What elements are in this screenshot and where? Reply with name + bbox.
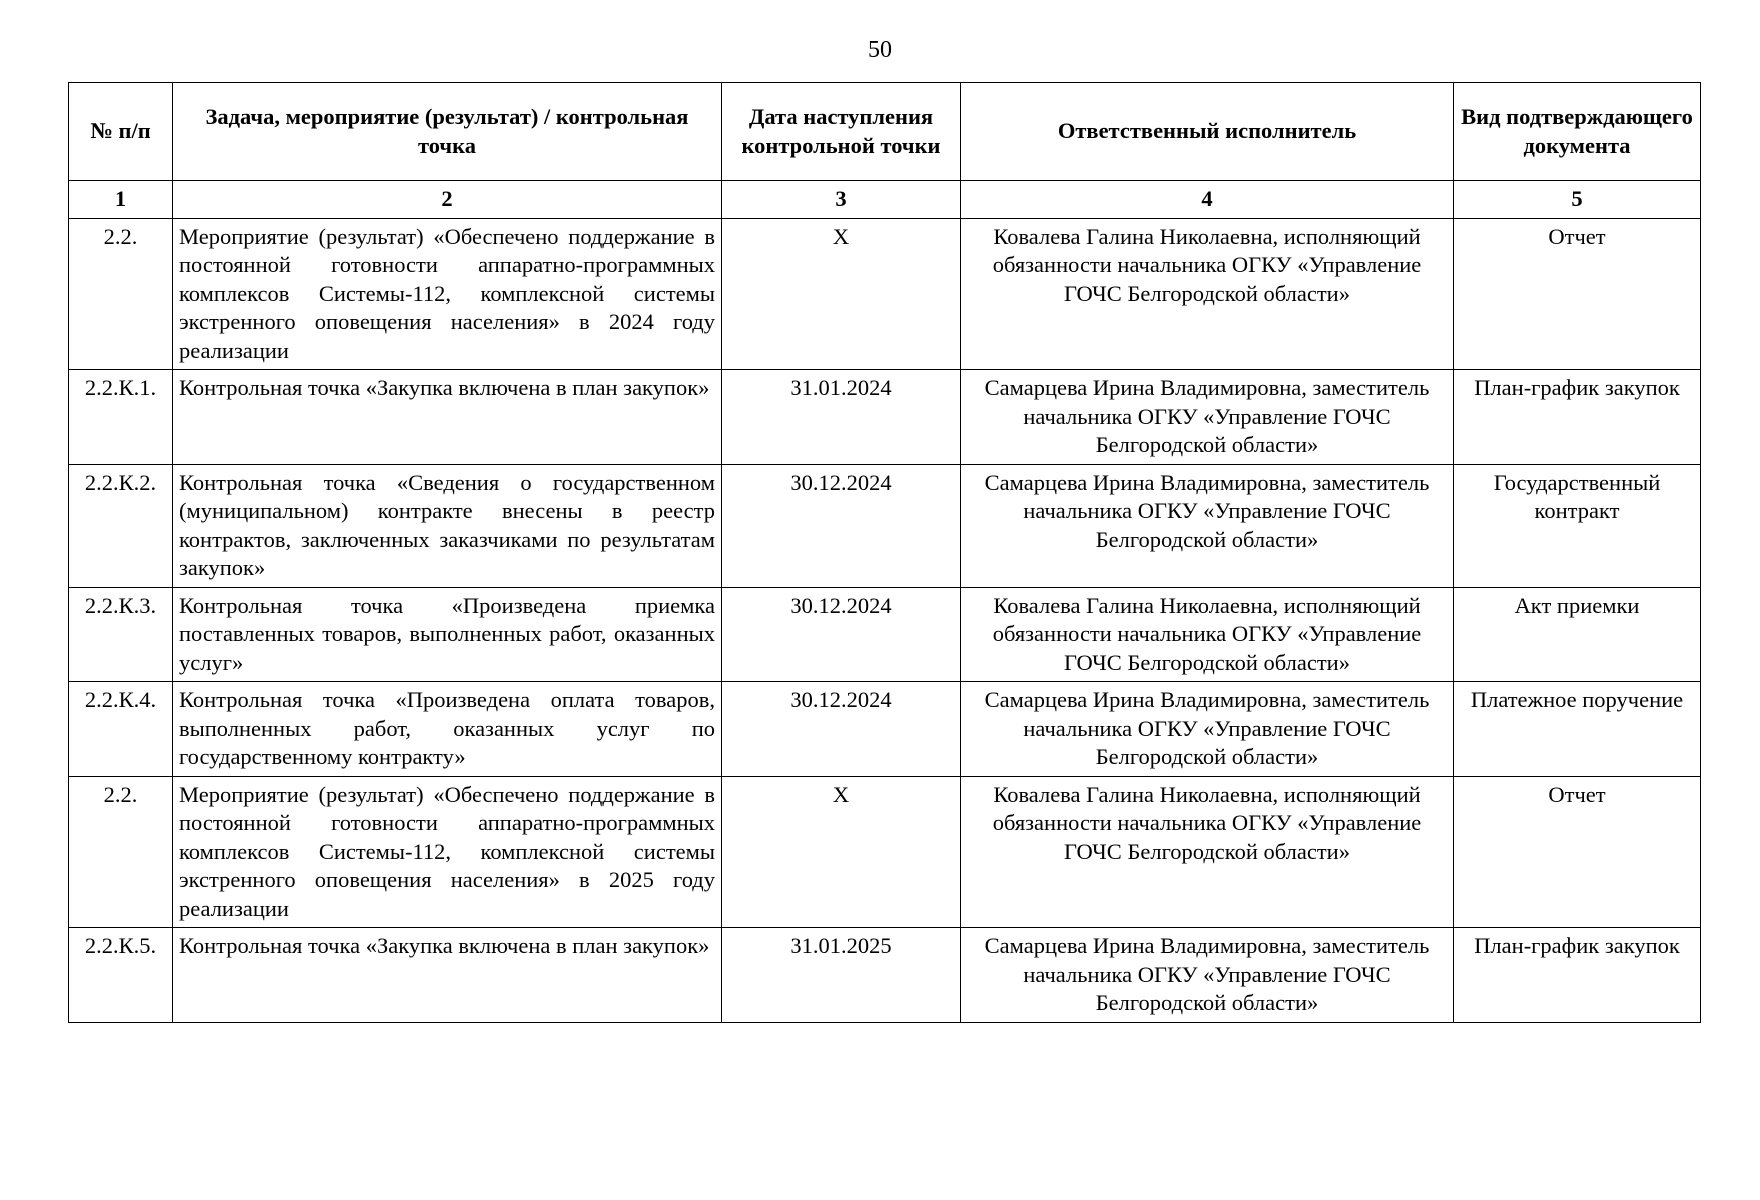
row-task: Контрольная точка «Закупка включена в план закупок» [173, 370, 722, 465]
row-task: Мероприятие (результат) «Обеспечено поддержание в постоянной готовности аппаратно-программных комплексов Системы-112, комплексной системы экстренного оповещения населения» в 2024 году реализации [173, 218, 722, 370]
row-number: 2.2.К.5. [69, 928, 173, 1023]
row-date: 30.12.2024 [722, 587, 961, 682]
row-date: Х [722, 218, 961, 370]
row-executor: Самарцева Ирина Владимировна, заместитель начальника ОГКУ «Управление ГОЧС Белгородской области» [961, 928, 1454, 1023]
row-date: 30.12.2024 [722, 464, 961, 587]
row-document: План-график закупок [1454, 928, 1701, 1023]
row-document: Отчет [1454, 218, 1701, 370]
row-document: Отчет [1454, 776, 1701, 928]
row-executor: Ковалева Галина Николаевна, исполняющий обязанности начальника ОГКУ «Управление ГОЧС Белгородской области» [961, 776, 1454, 928]
row-document: Акт приемки [1454, 587, 1701, 682]
table-row [69, 370, 1701, 465]
row-task: Контрольная точка «Сведения о государственном (муниципальном) контракте внесены в реестр контрактов, заключенных заказчиками по результатам закупок» [173, 464, 722, 587]
column-number-row [69, 181, 1701, 219]
column-number: 5 [1454, 181, 1701, 219]
header-date: Дата наступления контрольной точки [722, 83, 961, 181]
row-number: 2.2. [69, 218, 173, 370]
row-number: 2.2.К.1. [69, 370, 173, 465]
header-task: Задача, мероприятие (результат) / контрольная точка [173, 83, 722, 181]
row-executor: Ковалева Галина Николаевна, исполняющий обязанности начальника ОГКУ «Управление ГОЧС Белгородской области» [961, 587, 1454, 682]
table-row [69, 682, 1701, 777]
column-number: 3 [722, 181, 961, 219]
control-points-table [68, 82, 1701, 1023]
row-task: Мероприятие (результат) «Обеспечено поддержание в постоянной готовности аппаратно-программных комплексов Системы-112, комплексной системы экстренного оповещения населения» в 2025 году реализации [173, 776, 722, 928]
page-number: 50 [868, 37, 892, 63]
row-document: План-график закупок [1454, 370, 1701, 465]
table-row [69, 464, 1701, 587]
row-date: 31.01.2025 [722, 928, 961, 1023]
table-row [69, 218, 1701, 370]
row-number: 2.2.К.3. [69, 587, 173, 682]
table-row [69, 776, 1701, 928]
table-row [69, 587, 1701, 682]
row-number: 2.2. [69, 776, 173, 928]
row-document: Государственный контракт [1454, 464, 1701, 587]
row-document: Платежное поручение [1454, 682, 1701, 777]
row-executor: Самарцева Ирина Владимировна, заместитель начальника ОГКУ «Управление ГОЧС Белгородской области» [961, 464, 1454, 587]
column-number: 4 [961, 181, 1454, 219]
row-task: Контрольная точка «Произведена приемка поставленных товаров, выполненных работ, оказанных услуг» [173, 587, 722, 682]
table-row [69, 928, 1701, 1023]
header-num: № п/п [69, 83, 173, 181]
column-number: 1 [69, 181, 173, 219]
row-task: Контрольная точка «Закупка включена в план закупок» [173, 928, 722, 1023]
row-date: Х [722, 776, 961, 928]
row-number: 2.2.К.2. [69, 464, 173, 587]
row-number: 2.2.К.4. [69, 682, 173, 777]
row-executor: Самарцева Ирина Владимировна, заместитель начальника ОГКУ «Управление ГОЧС Белгородской области» [961, 682, 1454, 777]
row-executor: Ковалева Галина Николаевна, исполняющий обязанности начальника ОГКУ «Управление ГОЧС Белгородской области» [961, 218, 1454, 370]
row-executor: Самарцева Ирина Владимировна, заместитель начальника ОГКУ «Управление ГОЧС Белгородской области» [961, 370, 1454, 465]
header-executor: Ответственный исполнитель [961, 83, 1454, 181]
header-doc: Вид подтверждающего документа [1454, 83, 1701, 181]
header-row [69, 83, 1701, 181]
row-date: 30.12.2024 [722, 682, 961, 777]
row-date: 31.01.2024 [722, 370, 961, 465]
row-task: Контрольная точка «Произведена оплата товаров, выполненных работ, оказанных услуг по государственному контракту» [173, 682, 722, 777]
column-number: 2 [173, 181, 722, 219]
